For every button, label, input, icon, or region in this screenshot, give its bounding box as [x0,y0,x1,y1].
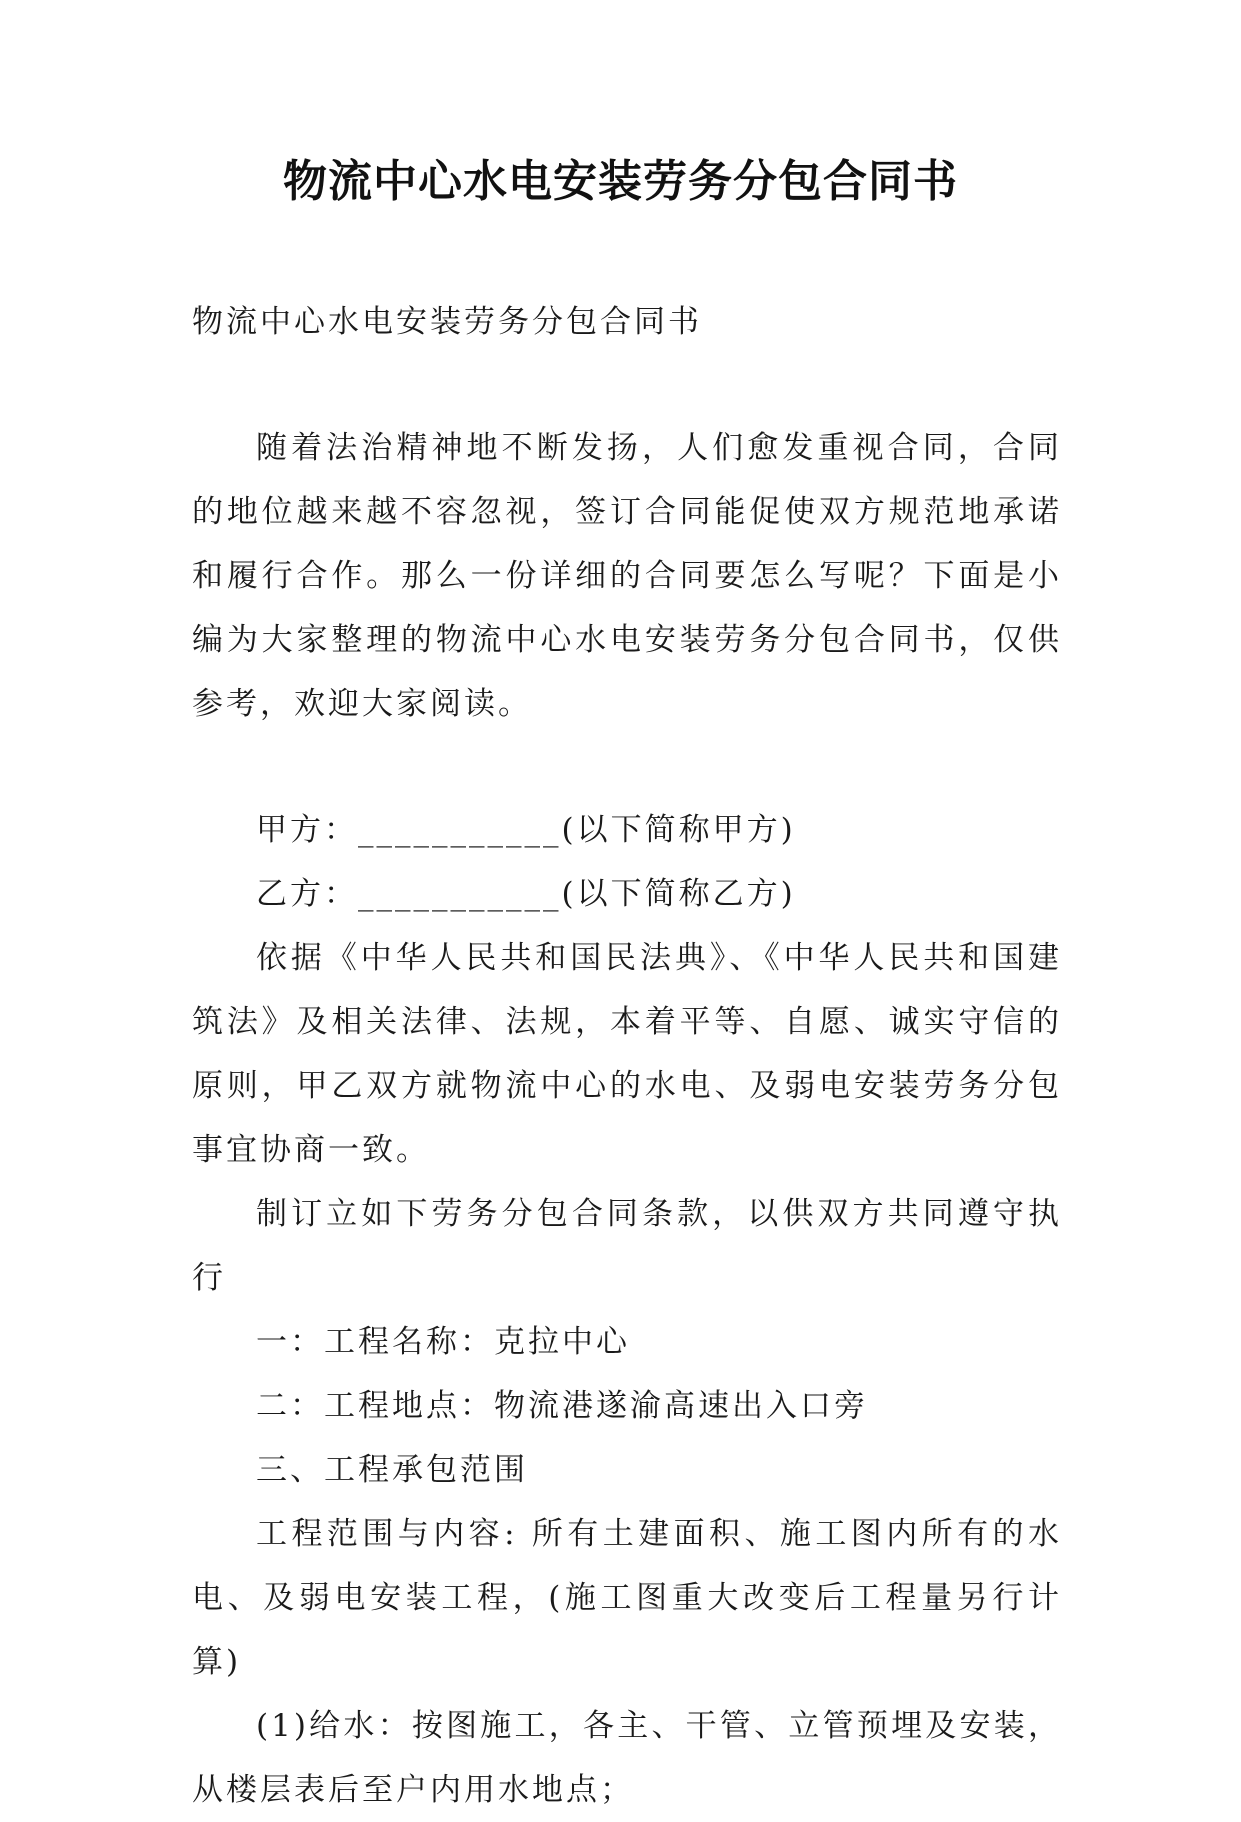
clauses-intro: 制订立如下劳务分包合同条款，以供双方共同遵守执行 [192,1196,1062,1296]
clause-contract-scope-heading: 三、工程承包范围 [256,1452,528,1488]
party-a-line: 甲方：___________(以下简称甲方) [256,812,796,848]
document-subtitle: 物流中心水电安装劳务分包合同书 [192,304,702,340]
party-b-line: 乙方：___________(以下简称乙方) [256,876,796,912]
document-body [192,290,1062,1822]
clause-project-name: 一：工程名称：克拉中心 [256,1324,630,1360]
legal-basis-paragraph: 依据《中华人民共和国民法典》、《中华人民共和国建筑法》及相关法律、法规，本着平等、自愿、诚实守信的原则，甲乙双方就物流中心的水电、及弱电安装劳务分包事宜协商一致。 [192,940,1062,1168]
scope-paragraph: 工程范围与内容: 所有土建面积、施工图内所有的水电、及弱电安装工程，(施工图重大改变后工程量另行计算) [192,1516,1062,1680]
intro-paragraph: 随着法治精神地不断发扬，人们愈发重视合同，合同的地位越来越不容忽视，签订合同能促使双方规范地承诺和履行合作。那么一份详细的合同要怎么写呢？下面是小编为大家整理的物流中心水电安装劳务分包合同书，仅供参考，欢迎大家阅读。 [192,430,1062,722]
document-title: 物流中心水电安装劳务分包合同书 [283,156,958,207]
clause-project-location: 二：工程地点：物流港遂渝高速出入口旁 [256,1388,868,1424]
water-supply-paragraph: (1)给水：按图施工，各主、干管、立管预埋及安装，从楼层表后至户内用水地点； [192,1708,1062,1808]
